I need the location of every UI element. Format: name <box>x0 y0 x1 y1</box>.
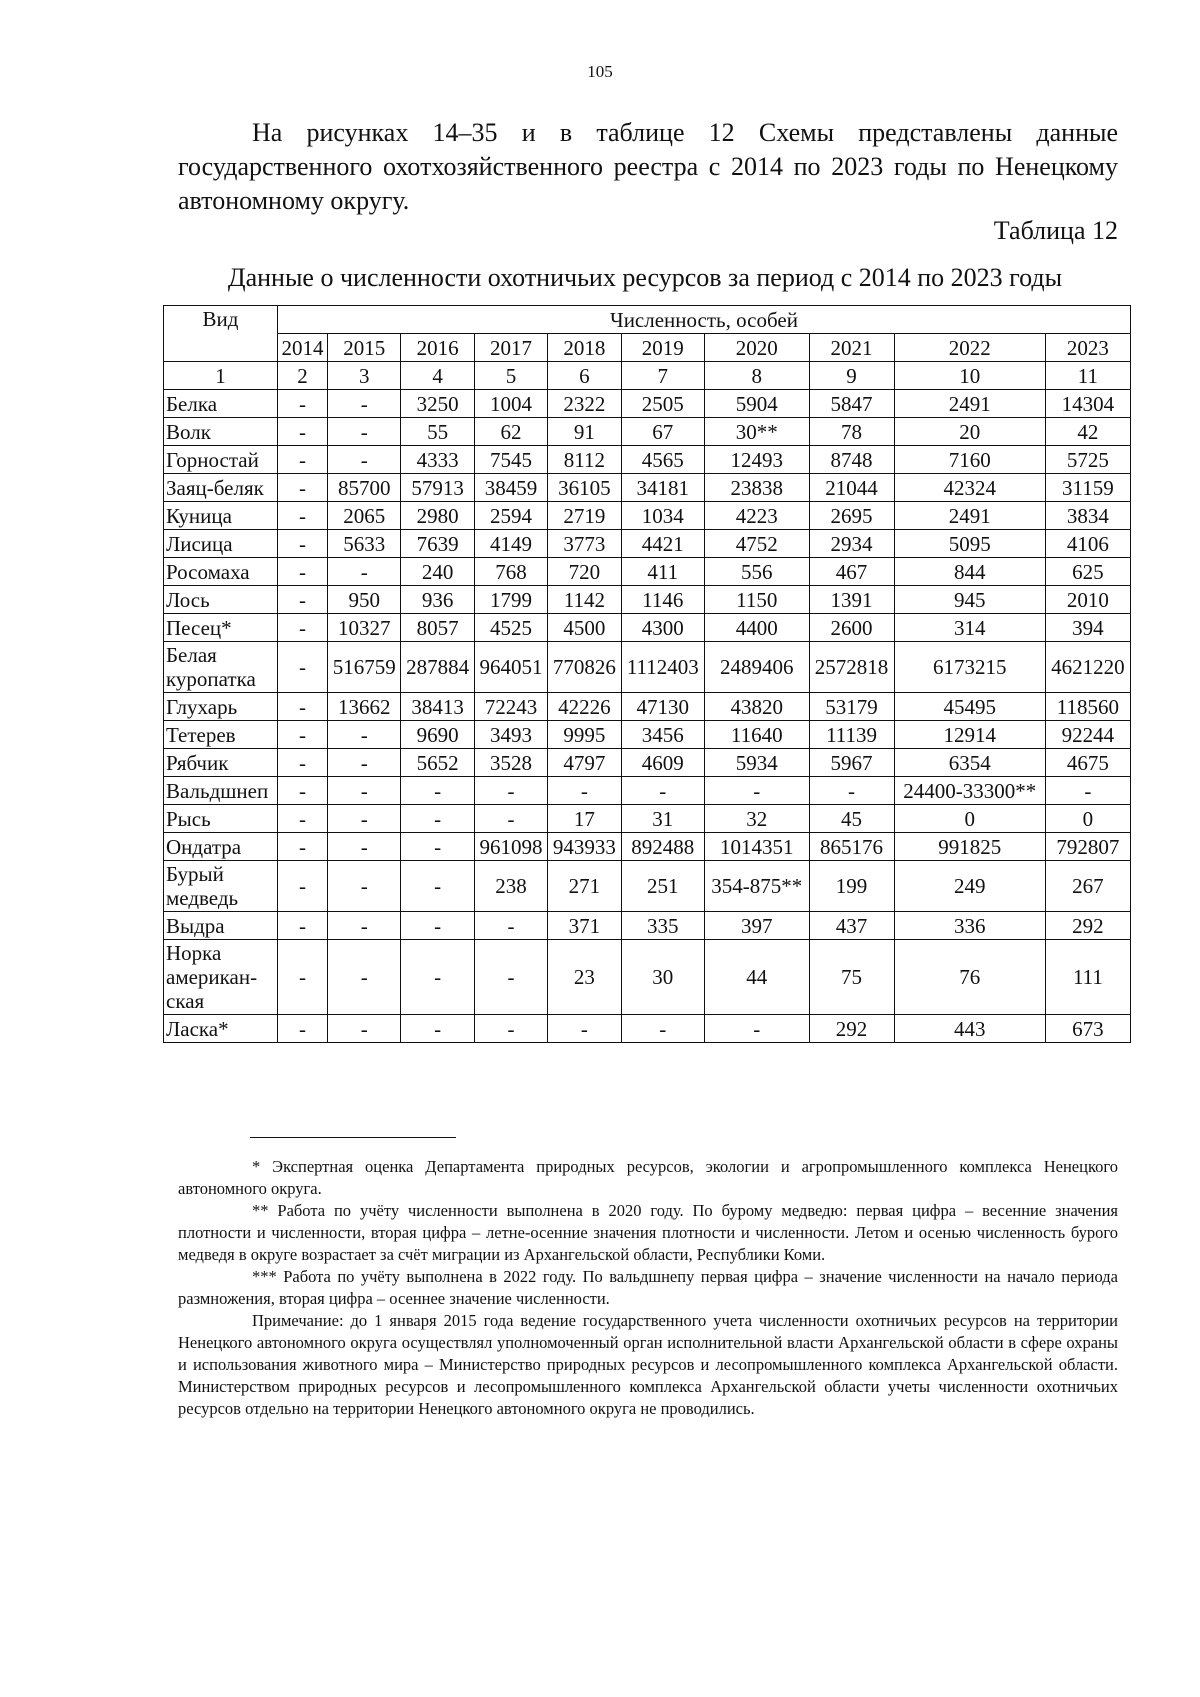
count-cell: 5934 <box>704 749 809 777</box>
count-cell: 2594 <box>474 502 547 530</box>
column-number: 9 <box>809 362 894 390</box>
count-cell: 240 <box>401 558 474 586</box>
table-row <box>164 390 1131 418</box>
count-cell: - <box>401 940 474 1015</box>
table-row <box>164 558 1131 586</box>
year-header: 2016 <box>401 334 474 362</box>
count-cell: - <box>474 1015 547 1043</box>
count-cell: 6173215 <box>894 642 1045 693</box>
species-name: Тетерев <box>164 721 278 749</box>
count-cell: 4797 <box>548 749 621 777</box>
count-cell: 42324 <box>894 474 1045 502</box>
count-cell: - <box>278 558 328 586</box>
count-cell: 92244 <box>1045 721 1130 749</box>
count-cell: 4421 <box>621 530 704 558</box>
count-cell: 792807 <box>1045 833 1130 861</box>
count-cell: 32 <box>704 805 809 833</box>
count-cell: 251 <box>621 861 704 912</box>
count-cell: - <box>548 777 621 805</box>
count-cell: - <box>328 833 401 861</box>
count-cell: 5652 <box>401 749 474 777</box>
count-cell: 5095 <box>894 530 1045 558</box>
year-header: 2014 <box>278 334 328 362</box>
count-cell: 4621220 <box>1045 642 1130 693</box>
count-cell: 67 <box>621 418 704 446</box>
count-cell: 6354 <box>894 749 1045 777</box>
count-cell: - <box>401 912 474 940</box>
count-cell: 31159 <box>1045 474 1130 502</box>
count-cell: 2010 <box>1045 586 1130 614</box>
count-cell: 2489406 <box>704 642 809 693</box>
count-cell: - <box>704 777 809 805</box>
species-name: Куница <box>164 502 278 530</box>
table-row <box>164 833 1131 861</box>
count-cell: - <box>328 1015 401 1043</box>
species-name: Рябчик <box>164 749 278 777</box>
count-cell: - <box>474 940 547 1015</box>
column-number: 8 <box>704 362 809 390</box>
table-row <box>164 693 1131 721</box>
count-cell: 5725 <box>1045 446 1130 474</box>
species-name: Белая куропатка <box>164 642 278 693</box>
count-cell: - <box>328 940 401 1015</box>
count-cell: 4565 <box>621 446 704 474</box>
count-cell: 38413 <box>401 693 474 721</box>
count-cell: 271 <box>548 861 621 912</box>
count-cell: 8057 <box>401 614 474 642</box>
year-header: 2023 <box>1045 334 1130 362</box>
count-cell: 1799 <box>474 586 547 614</box>
count-cell: 1112403 <box>621 642 704 693</box>
hunting-resources-table <box>163 305 1131 1043</box>
count-cell: 21044 <box>809 474 894 502</box>
species-name: Норка американ-ская <box>164 940 278 1015</box>
footnote: * Экспертная оценка Департамента природных ресурсов, экологии и агропромышленного комплекса Ненецкого автономного округа. <box>178 1157 1118 1198</box>
count-cell: 943933 <box>548 833 621 861</box>
count-cell: 2934 <box>809 530 894 558</box>
footnote: *** Работа по учёту выполнена в 2022 году. По вальдшнепу первая цифра – значение численности на начало периода размножения, вторая цифра – осеннее значение численности. <box>178 1267 1118 1308</box>
count-cell: - <box>474 805 547 833</box>
species-header: Вид <box>164 306 278 362</box>
count-cell: 5847 <box>809 390 894 418</box>
column-number: 2 <box>278 362 328 390</box>
count-cell: 3493 <box>474 721 547 749</box>
count-cell: 443 <box>894 1015 1045 1043</box>
species-name: Ондатра <box>164 833 278 861</box>
count-cell: 11139 <box>809 721 894 749</box>
count-cell: 91 <box>548 418 621 446</box>
count-cell: - <box>328 749 401 777</box>
count-cell: - <box>278 446 328 474</box>
year-header: 2018 <box>548 334 621 362</box>
count-cell: - <box>328 558 401 586</box>
species-name: Росомаха <box>164 558 278 586</box>
years-row <box>164 334 1131 362</box>
table-row <box>164 642 1131 693</box>
count-cell: 354-875** <box>704 861 809 912</box>
column-number: 5 <box>474 362 547 390</box>
count-cell: 42 <box>1045 418 1130 446</box>
table-row <box>164 777 1131 805</box>
page-number: 105 <box>587 62 613 81</box>
column-number: 6 <box>548 362 621 390</box>
count-cell: - <box>278 777 328 805</box>
count-cell: 9690 <box>401 721 474 749</box>
count-cell: 1014351 <box>704 833 809 861</box>
footnotes <box>178 1156 1118 1420</box>
table-row <box>164 749 1131 777</box>
count-cell: 371 <box>548 912 621 940</box>
count-cell: 14304 <box>1045 390 1130 418</box>
species-name: Выдра <box>164 912 278 940</box>
species-name: Волк <box>164 418 278 446</box>
count-cell: 7545 <box>474 446 547 474</box>
count-cell: 8112 <box>548 446 621 474</box>
table-row <box>164 586 1131 614</box>
count-cell: 62 <box>474 418 547 446</box>
count-cell: 5904 <box>704 390 809 418</box>
count-cell: - <box>401 861 474 912</box>
count-cell: - <box>278 833 328 861</box>
count-cell: 1034 <box>621 502 704 530</box>
count-cell: 53179 <box>809 693 894 721</box>
count-cell: 118560 <box>1045 693 1130 721</box>
count-cell: 267 <box>1045 861 1130 912</box>
count-cell: 292 <box>809 1015 894 1043</box>
count-cell: - <box>328 418 401 446</box>
count-cell: 950 <box>328 586 401 614</box>
table-row <box>164 912 1131 940</box>
column-number: 10 <box>894 362 1045 390</box>
table-row <box>164 474 1131 502</box>
count-cell: 12914 <box>894 721 1045 749</box>
count-cell: 0 <box>894 805 1045 833</box>
count-cell: 78 <box>809 418 894 446</box>
count-cell: 75 <box>809 940 894 1015</box>
table-row <box>164 418 1131 446</box>
table-row <box>164 1015 1131 1043</box>
count-cell: - <box>474 912 547 940</box>
count-cell: - <box>621 777 704 805</box>
count-cell: - <box>328 777 401 805</box>
count-cell: - <box>328 721 401 749</box>
count-cell: - <box>278 1015 328 1043</box>
count-cell: - <box>401 805 474 833</box>
count-cell: 8748 <box>809 446 894 474</box>
count-cell: - <box>278 614 328 642</box>
count-cell: 292 <box>1045 912 1130 940</box>
year-header: 2020 <box>704 334 809 362</box>
year-header: 2022 <box>894 334 1045 362</box>
count-cell: - <box>548 1015 621 1043</box>
count-cell: - <box>278 940 328 1015</box>
count-cell: 249 <box>894 861 1045 912</box>
count-cell: - <box>278 861 328 912</box>
count-cell: 5967 <box>809 749 894 777</box>
footnote: Примечание: до 1 января 2015 года ведение государственного учета численности охотничьих ресурсов на территории Ненецкого автономного округа осуществлял уполномоченный орган исполнительной власти Архангельской области в сфере охраны и использования животного мира – Министерство природных ресурсов и лесопромышленного комплекса Архангельской области. Министерством природных ресурсов и лесопромышленного комплекса Архангельской области учеты численности охотничьих ресурсов отдельно на территории Ненецкого автономного округа не проводились. <box>178 1311 1118 1418</box>
count-cell: 12493 <box>704 446 809 474</box>
footnote: ** Работа по учёту численности выполнена в 2020 году. По бурому медведю: первая цифра – весенние значения плотности и численности, вторая цифра – летне-осенние значения плотности и численности. Летом и осенью численность бурого медведя в округе возрастает за счёт миграции из Архангельской области, Республики Коми. <box>178 1201 1118 1264</box>
count-cell: - <box>278 693 328 721</box>
count-cell: 768 <box>474 558 547 586</box>
species-name: Глухарь <box>164 693 278 721</box>
count-cell: 55 <box>401 418 474 446</box>
species-name: Лось <box>164 586 278 614</box>
count-cell: 7639 <box>401 530 474 558</box>
count-cell: - <box>278 749 328 777</box>
count-cell: 394 <box>1045 614 1130 642</box>
year-header: 2019 <box>621 334 704 362</box>
count-cell: 4675 <box>1045 749 1130 777</box>
count-cell: - <box>278 586 328 614</box>
count-cell: 11640 <box>704 721 809 749</box>
count-cell: - <box>278 418 328 446</box>
count-cell: 30 <box>621 940 704 1015</box>
count-cell: 42226 <box>548 693 621 721</box>
count-cell: - <box>278 390 328 418</box>
count-cell: 2491 <box>894 502 1045 530</box>
count-cell: 45 <box>809 805 894 833</box>
count-cell: 4223 <box>704 502 809 530</box>
count-cell: 4106 <box>1045 530 1130 558</box>
count-cell: 4525 <box>474 614 547 642</box>
count-cell: - <box>328 861 401 912</box>
count-cell: 844 <box>894 558 1045 586</box>
column-number: 7 <box>621 362 704 390</box>
table-title: Данные о численности охотничьих ресурсов за период с 2014 по 2023 годы <box>227 263 1063 292</box>
year-header: 2015 <box>328 334 401 362</box>
count-cell: 287884 <box>401 642 474 693</box>
species-name: Рысь <box>164 805 278 833</box>
count-cell: 945 <box>894 586 1045 614</box>
count-cell: - <box>278 912 328 940</box>
count-cell: 45495 <box>894 693 1045 721</box>
count-cell: 1004 <box>474 390 547 418</box>
count-cell: 2065 <box>328 502 401 530</box>
column-number: 1 <box>164 362 278 390</box>
count-cell: 1142 <box>548 586 621 614</box>
count-cell: 13662 <box>328 693 401 721</box>
count-cell: - <box>401 833 474 861</box>
count-cell: 2572818 <box>809 642 894 693</box>
count-cell: 199 <box>809 861 894 912</box>
count-cell: - <box>328 446 401 474</box>
count-cell: 3456 <box>621 721 704 749</box>
count-cell: 2322 <box>548 390 621 418</box>
table-row <box>164 805 1131 833</box>
count-cell: 3528 <box>474 749 547 777</box>
count-cell: 2491 <box>894 390 1045 418</box>
count-cell: 397 <box>704 912 809 940</box>
species-name: Песец* <box>164 614 278 642</box>
count-cell: 44 <box>704 940 809 1015</box>
count-cell: - <box>1045 777 1130 805</box>
count-cell: 314 <box>894 614 1045 642</box>
count-cell: 865176 <box>809 833 894 861</box>
count-cell: 34181 <box>621 474 704 502</box>
count-cell: 673 <box>1045 1015 1130 1043</box>
count-cell: - <box>328 805 401 833</box>
count-cell: 85700 <box>328 474 401 502</box>
count-cell: 36105 <box>548 474 621 502</box>
count-cell: 238 <box>474 861 547 912</box>
count-cell: 0 <box>1045 805 1130 833</box>
table-number: Таблица 12 <box>993 216 1118 245</box>
count-cell: 5633 <box>328 530 401 558</box>
count-cell: 10327 <box>328 614 401 642</box>
count-cell: 76 <box>894 940 1045 1015</box>
count-cell: 23 <box>548 940 621 1015</box>
count-cell: - <box>621 1015 704 1043</box>
column-number: 4 <box>401 362 474 390</box>
count-cell: 47130 <box>621 693 704 721</box>
species-name: Бурый медведь <box>164 861 278 912</box>
table-row <box>164 614 1131 642</box>
count-cell: 7160 <box>894 446 1045 474</box>
table-row <box>164 721 1131 749</box>
count-cell: 57913 <box>401 474 474 502</box>
count-cell: - <box>278 805 328 833</box>
count-cell: 3250 <box>401 390 474 418</box>
count-cell: 516759 <box>328 642 401 693</box>
count-cell: 964051 <box>474 642 547 693</box>
count-cell: - <box>278 474 328 502</box>
count-cell: 335 <box>621 912 704 940</box>
species-name: Вальдшнеп <box>164 777 278 805</box>
count-cell: - <box>278 530 328 558</box>
count-cell: 411 <box>621 558 704 586</box>
count-cell: 1391 <box>809 586 894 614</box>
count-cell: 2980 <box>401 502 474 530</box>
count-cell: 467 <box>809 558 894 586</box>
table-row <box>164 530 1131 558</box>
count-cell: - <box>474 777 547 805</box>
count-cell: 991825 <box>894 833 1045 861</box>
year-header: 2021 <box>809 334 894 362</box>
count-header: Численность, особей <box>278 306 1131 334</box>
count-cell: - <box>704 1015 809 1043</box>
count-cell: 625 <box>1045 558 1130 586</box>
species-name: Ласка* <box>164 1015 278 1043</box>
count-cell: 111 <box>1045 940 1130 1015</box>
count-cell: 72243 <box>474 693 547 721</box>
count-cell: - <box>278 502 328 530</box>
count-cell: 23838 <box>704 474 809 502</box>
table-row <box>164 861 1131 912</box>
count-cell: 3773 <box>548 530 621 558</box>
count-cell: - <box>328 912 401 940</box>
count-cell: 4149 <box>474 530 547 558</box>
count-cell: 20 <box>894 418 1045 446</box>
column-number: 3 <box>328 362 401 390</box>
count-cell: - <box>328 390 401 418</box>
count-cell: 4752 <box>704 530 809 558</box>
count-cell: 4500 <box>548 614 621 642</box>
table-header-row <box>164 306 1131 334</box>
year-header: 2017 <box>474 334 547 362</box>
count-cell: - <box>401 777 474 805</box>
count-cell: 1150 <box>704 586 809 614</box>
count-cell: 770826 <box>548 642 621 693</box>
count-cell: 1146 <box>621 586 704 614</box>
count-cell: 4400 <box>704 614 809 642</box>
count-cell: 9995 <box>548 721 621 749</box>
table-row <box>164 940 1131 1015</box>
count-cell: - <box>401 1015 474 1043</box>
intro-paragraph: На рисунках 14–35 и в таблице 12 Схемы представлены данные государственного охотхозяйственного реестра с 2014 по 2023 годы по Ненецкому автономному округу. <box>178 118 1118 215</box>
count-cell: 961098 <box>474 833 547 861</box>
count-cell: 4300 <box>621 614 704 642</box>
column-number: 11 <box>1045 362 1130 390</box>
footnote-divider <box>250 1137 456 1138</box>
count-cell: - <box>278 642 328 693</box>
count-cell: 31 <box>621 805 704 833</box>
count-cell: 4609 <box>621 749 704 777</box>
table-body <box>164 390 1131 1043</box>
count-cell: 2600 <box>809 614 894 642</box>
count-cell: 24400-33300** <box>894 777 1045 805</box>
count-cell: 936 <box>401 586 474 614</box>
count-cell: 336 <box>894 912 1045 940</box>
count-cell: 43820 <box>704 693 809 721</box>
table-row <box>164 446 1131 474</box>
table-row <box>164 502 1131 530</box>
count-cell: 4333 <box>401 446 474 474</box>
count-cell: 892488 <box>621 833 704 861</box>
count-cell: 2719 <box>548 502 621 530</box>
count-cell: 720 <box>548 558 621 586</box>
column-number-row <box>164 362 1131 390</box>
count-cell: 3834 <box>1045 502 1130 530</box>
count-cell: 38459 <box>474 474 547 502</box>
count-cell: 2505 <box>621 390 704 418</box>
count-cell: 2695 <box>809 502 894 530</box>
count-cell: 437 <box>809 912 894 940</box>
count-cell: - <box>278 721 328 749</box>
count-cell: 556 <box>704 558 809 586</box>
species-name: Лисица <box>164 530 278 558</box>
species-name: Белка <box>164 390 278 418</box>
count-cell: - <box>809 777 894 805</box>
count-cell: 17 <box>548 805 621 833</box>
species-name: Горностай <box>164 446 278 474</box>
species-name: Заяц-беляк <box>164 474 278 502</box>
count-cell: 30** <box>704 418 809 446</box>
